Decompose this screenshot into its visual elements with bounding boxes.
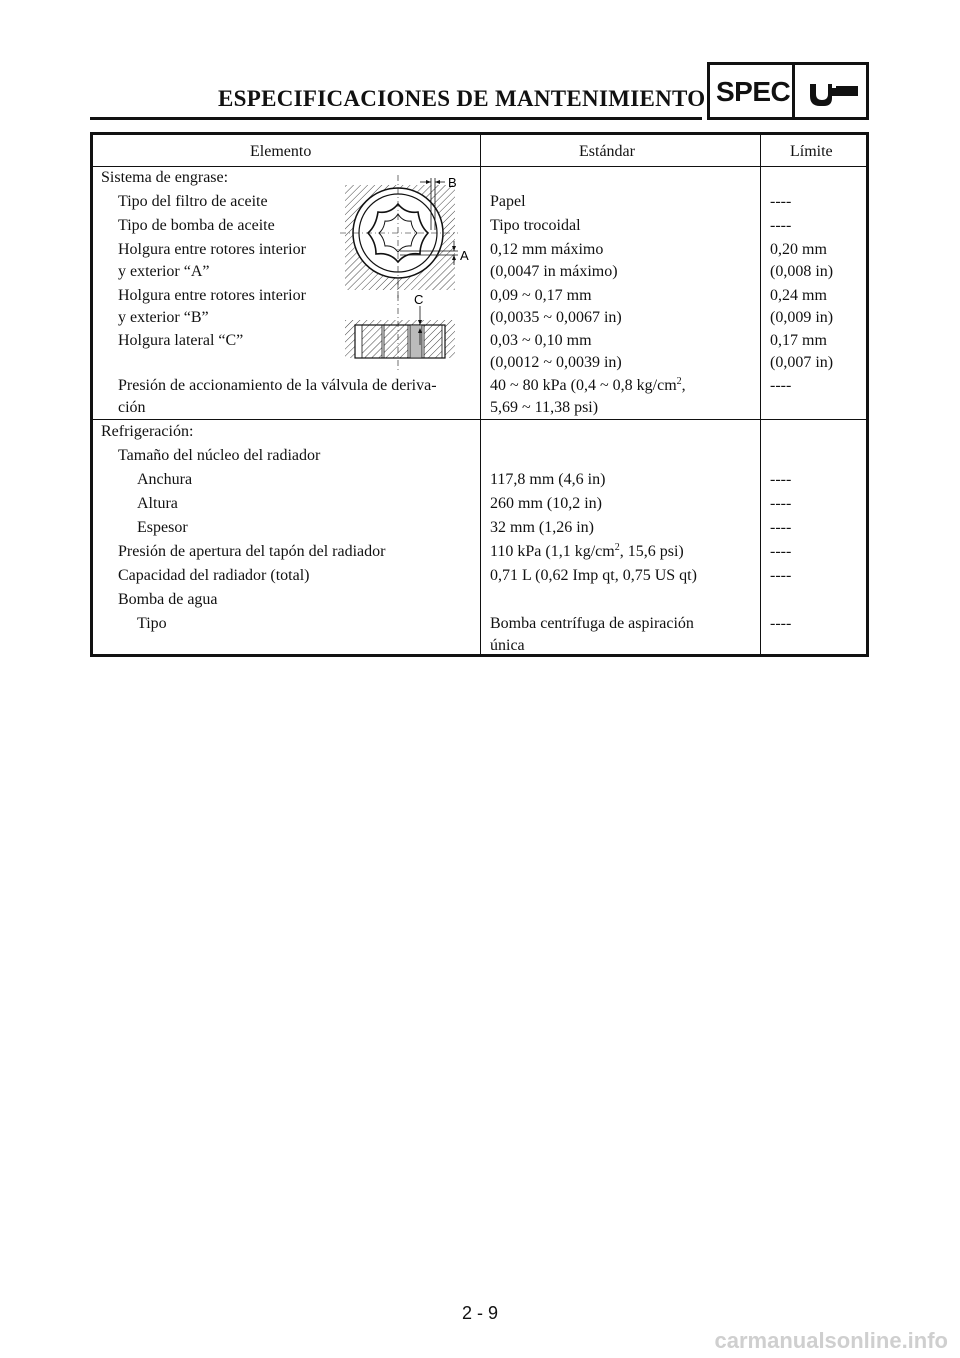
- standard-clearance-a: [490, 239, 618, 283]
- column-header-limit: Límite: [790, 143, 833, 160]
- item-clearance-b: [118, 285, 306, 329]
- limit-clearance-b: [770, 285, 833, 329]
- limit-clearance-a-line2: (0,008 in): [770, 263, 834, 280]
- watermark: carmanualsonline.info: [714, 1328, 948, 1353]
- item-oil-filter-type: Tipo del filtro de aceite: [118, 193, 268, 210]
- limit-core-thickness: ----: [770, 519, 792, 536]
- limit-side-clearance-c: [770, 330, 833, 374]
- item-clearance-b-line1: Holgura entre rotores interior: [118, 287, 306, 304]
- item-bypass-valve-line2: ción: [118, 399, 146, 416]
- item-clearance-a-line1: Holgura entre rotores interior: [118, 241, 306, 258]
- limit-core-height: ----: [770, 495, 792, 512]
- standard-core-width: 117,8 mm (4,6 in): [490, 471, 606, 488]
- spec-badge-label: SPEC: [716, 76, 791, 107]
- spec-table: [90, 132, 869, 657]
- item-water-pump: Bomba de agua: [118, 591, 218, 608]
- column-header-standard: Estándar: [579, 143, 635, 160]
- standard-bypass-valve-line2: 5,69 ~ 11,38 psi): [490, 399, 599, 416]
- standard-pump-type-line2: única: [490, 637, 525, 654]
- standard-side-clearance-c-line1: 0,03 ~ 0,10 mm: [490, 332, 592, 349]
- page-title: ESPECIFICACIONES DE MANTENIMIENTO: [218, 86, 706, 111]
- section-divider: [93, 419, 866, 420]
- standard-pump-type-line1: Bomba centrífuga de aspiración: [490, 615, 694, 632]
- label-b: B: [448, 175, 457, 190]
- item-oil-pump-type: Tipo de bomba de aceite: [118, 217, 275, 234]
- standard-side-clearance-c-line2: (0,0012 ~ 0,0039 in): [490, 354, 622, 371]
- dimension-b-arrowhead: [435, 180, 440, 184]
- dimension-b-arrowhead: [426, 180, 431, 184]
- standard-bypass-valve-line1: [490, 375, 686, 397]
- label-a: A: [460, 248, 469, 263]
- section-heading-cooling: Refrigeración:: [101, 423, 194, 440]
- side-inner-rotor: [384, 325, 408, 358]
- wrench-icon: [800, 76, 862, 110]
- item-cap-pressure: Presión de apertura del tapón del radiador: [118, 543, 386, 560]
- standard-radiator-capacity: 0,71 L (0,62 Imp qt, 0,75 US qt): [490, 567, 697, 584]
- header-rule: [90, 117, 702, 120]
- label-c: C: [414, 292, 424, 307]
- item-pump-type: Tipo: [137, 615, 167, 632]
- standard-clearance-b-line2: (0,0035 ~ 0,0067 in): [490, 309, 622, 326]
- limit-core-width: ----: [770, 471, 792, 488]
- superscript: 2: [676, 376, 682, 387]
- item-core-width: Anchura: [137, 471, 193, 488]
- standard-clearance-b-line1: 0,09 ~ 0,17 mm: [490, 287, 592, 304]
- limit-bypass-valve: ----: [770, 377, 792, 394]
- item-bypass-valve-line1: Presión de accionamiento de la válvula de deriva-: [118, 377, 437, 394]
- side-outer-rotor: [362, 325, 382, 358]
- limit-radiator-capacity: ----: [770, 567, 792, 584]
- standard-bypass-valve-comma: ,: [681, 377, 686, 394]
- section-heading-lubrication: Sistema de engrase:: [101, 169, 229, 186]
- standard-oil-pump-type: Tipo trocoidal: [490, 217, 581, 234]
- standard-core-height: 260 mm (10,2 in): [490, 495, 602, 512]
- standard-oil-filter-type: Papel: [490, 193, 526, 210]
- limit-clearance-b-line1: 0,24 mm: [770, 287, 827, 304]
- item-clearance-a: [118, 239, 306, 283]
- standard-clearance-b: [490, 285, 622, 329]
- standard-bypass-valve: [490, 375, 686, 419]
- item-core-thickness: Espesor: [137, 519, 188, 536]
- item-clearance-a-line2: y exterior “A”: [118, 263, 210, 280]
- limit-pump-type: ----: [770, 615, 792, 632]
- column-divider: [760, 135, 761, 654]
- column-divider: [480, 135, 481, 654]
- spec-badge-divider: [792, 62, 795, 120]
- item-radiator-capacity: Capacidad del radiador (total): [118, 567, 310, 584]
- standard-cap-pressure: [490, 541, 684, 563]
- standard-cap-pressure-rest: , 15,6 psi): [619, 543, 684, 560]
- page-number: 2 - 9: [461, 1303, 499, 1323]
- item-core-height: Altura: [137, 495, 178, 512]
- item-bypass-valve: [118, 375, 437, 419]
- standard-cap-pressure-text: 110 kPa (1,1 kg/cm: [490, 543, 615, 560]
- column-header-item: Elemento: [250, 143, 312, 160]
- standard-pump-type: [490, 613, 694, 657]
- limit-oil-filter-type: ----: [770, 193, 792, 210]
- limit-clearance-a-line1: 0,20 mm: [770, 241, 827, 258]
- superscript: 2: [614, 542, 620, 553]
- item-side-clearance-c: Holgura lateral “C”: [118, 332, 244, 349]
- standard-core-thickness: 32 mm (1,26 in): [490, 519, 594, 536]
- limit-clearance-a: [770, 239, 833, 283]
- standard-clearance-a-line1: 0,12 mm máximo: [490, 241, 604, 258]
- limit-clearance-b-line2: (0,009 in): [770, 309, 834, 326]
- standard-clearance-a-line2: (0,0047 in máximo): [490, 263, 618, 280]
- limit-oil-pump-type: ----: [770, 217, 792, 234]
- standard-bypass-valve-text: 40 ~ 80 kPa (0,4 ~ 0,8 kg/cm: [490, 377, 677, 394]
- limit-side-clearance-c-line2: (0,007 in): [770, 354, 834, 371]
- side-outer-rotor: [424, 325, 442, 358]
- item-clearance-b-line2: y exterior “B”: [118, 309, 209, 326]
- item-radiator-core-size: Tamaño del núcleo del radiador: [118, 447, 321, 464]
- standard-side-clearance-c: [490, 330, 622, 374]
- limit-side-clearance-c-line1: 0,17 mm: [770, 332, 827, 349]
- limit-cap-pressure: ----: [770, 543, 792, 560]
- oil-pump-rotor-diagram: [340, 170, 475, 370]
